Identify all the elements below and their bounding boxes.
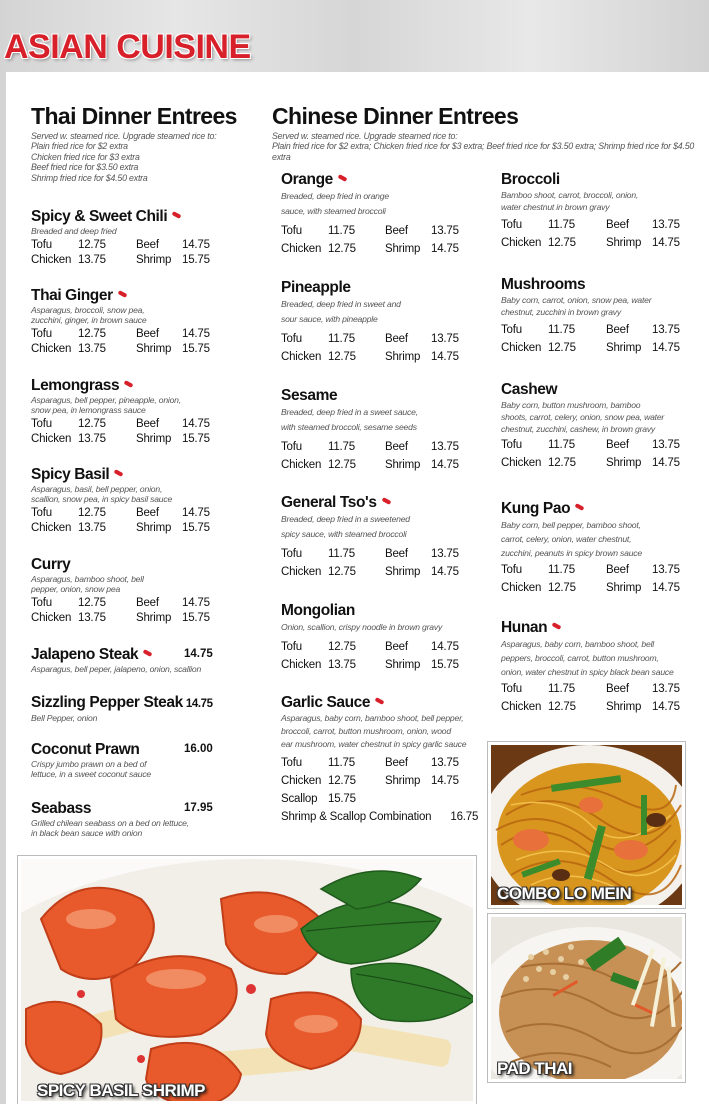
item-name: Lemongrass xyxy=(31,377,120,394)
item-price: 14.75 xyxy=(185,698,213,710)
thai-item xyxy=(31,800,211,838)
thai-item xyxy=(31,377,212,445)
item-description: Breaded, deep fried in a sweet sauce, with steamed broccoli, sesame seeds xyxy=(281,407,418,432)
price-grid: Tofu 12.75 Beef 14.75 Chicken 13.75 Shrimp 15.75 xyxy=(31,328,210,356)
item-name: Thai Ginger xyxy=(31,287,113,304)
item-name: Jalapeno Steak xyxy=(31,646,139,663)
photo-caption: SPICY BASIL SHRIMP xyxy=(37,1081,205,1100)
chinese-item xyxy=(281,171,461,255)
chili-icon xyxy=(124,380,134,388)
item-description: Asparagus, baby corn, bamboo shoot, bell pepper, broccoli, carrot, button mushroom, onion, wood ear mushroom, water chestnut in spicy garlic sauce xyxy=(281,713,467,749)
thai-item xyxy=(31,287,212,355)
chinese-item xyxy=(281,494,461,578)
item-price: 17.95 xyxy=(184,802,213,814)
price-grid: Tofu 12.75 Beef 14.75 Chicken 13.75 Shrimp 15.75 xyxy=(31,418,210,446)
chinese-item xyxy=(281,279,461,363)
price-grid: Tofu 12.75 Beef 14.75 Chicken 13.75 Shrimp 15.75 xyxy=(31,239,210,267)
chinese-item xyxy=(281,387,461,471)
chinese-item xyxy=(501,619,682,713)
item-description: Breaded, deep fried in sweet and sour sauce, with pineapple xyxy=(281,299,401,324)
chinese-section-title: Chinese Dinner Entrees xyxy=(272,103,519,129)
combo-row: Shrimp & Scallop Combination 16.75 xyxy=(281,811,479,823)
item-name: Sesame xyxy=(281,387,338,404)
price-grid: Tofu 11.75 Beef 13.75 Chicken 12.75 Shrimp 14.75 xyxy=(281,441,459,471)
thai-item xyxy=(31,646,211,674)
header-bar xyxy=(0,0,709,72)
spicy-basil-shrimp-photo xyxy=(18,856,476,1104)
item-description: Asparagus, basil, bell pepper, onion, scallion, snow pea, in spicy basil sauce xyxy=(31,484,173,505)
chili-icon xyxy=(172,211,182,219)
item-name: Spicy Basil xyxy=(31,466,110,483)
chili-icon xyxy=(114,469,124,477)
thai-item xyxy=(31,208,212,266)
thai-rice-note: Served w. steamed rice. Upgrade steamed rice to: Plain fried rice for $2 extra Chicken fried rice for $3 extra Beef fried rice for $3.50 extra Shrimp fried rice for $4.50 extra xyxy=(31,131,217,183)
pad-thai-image xyxy=(491,917,685,1082)
chili-icon xyxy=(117,290,127,298)
price-grid: Tofu 11.75 Beef 13.75 Chicken 12.75 Shrimp 14.75 xyxy=(501,324,680,354)
item-name: Sizzling Pepper Steak xyxy=(31,694,183,711)
price-grid: Tofu 12.75 Beef 14.75 Chicken 13.75 Shrimp 15.75 xyxy=(31,507,210,535)
item-description: Asparagus, baby corn, bamboo shoot, bell peppers, broccoli, carrot, button mushroom, onion, water chestnut in spicy black bean sauce xyxy=(501,639,674,677)
item-name: General Tso's xyxy=(281,494,377,511)
photo-caption: COMBO LO MEIN xyxy=(497,884,632,903)
chinese-item xyxy=(501,500,682,594)
price-grid: Tofu 11.75 Beef 13.75 Chicken 12.75 Shrimp 14.75 xyxy=(501,439,680,469)
item-description: Bamboo shoot, carrot, broccoli, onion, water chestnut in brown gravy xyxy=(501,190,639,212)
photo-caption: PAD THAI xyxy=(497,1059,573,1078)
item-name: Cashew xyxy=(501,381,558,398)
chili-icon xyxy=(375,697,385,705)
item-price: 14.75 xyxy=(184,648,213,660)
chili-icon xyxy=(575,503,585,511)
item-description: Onion, scallion, crispy noodle in brown gravy xyxy=(281,622,443,632)
thai-item xyxy=(31,466,212,534)
item-description: Breaded, deep fried in a sweetened spicy sauce, with steamed broccoli xyxy=(281,514,410,539)
item-description: Breaded and deep fried xyxy=(31,226,117,236)
item-description: Breaded, deep fried in orange sauce, with steamed broccoli xyxy=(281,191,389,216)
chinese-item xyxy=(281,694,478,823)
item-name: Broccoli xyxy=(501,171,560,188)
chili-icon xyxy=(337,174,347,182)
chili-icon xyxy=(143,649,153,657)
thai-item xyxy=(31,694,211,723)
price-grid: Tofu 11.75 Beef 13.75 Chicken 12.75 Shrimp 14.75 xyxy=(501,219,680,249)
item-description: Crispy jumbo prawn on a bed of lettuce, in a sweet coconut sauce xyxy=(31,759,151,780)
thai-item xyxy=(31,741,211,779)
item-description: Grilled chilean seabass on a bed on lettuce, in black bean sauce with onion xyxy=(31,818,189,839)
price-grid: Tofu 11.75 Beef 13.75 Chicken 12.75 Shrimp 14.75 xyxy=(501,564,680,594)
item-description: Bell Pepper, onion xyxy=(31,713,98,723)
price-grid: Tofu 11.75 Beef 13.75 Chicken 12.75 Shrimp 14.75 Scallop 15.75 xyxy=(281,757,459,805)
thai-section-title: Thai Dinner Entrees xyxy=(31,103,237,129)
item-description: Baby corn, bell pepper, bamboo shoot, carrot, celery, onion, water chestnut, zucchini, peanuts in spicy brown sauce xyxy=(501,520,642,558)
thai-item xyxy=(31,556,212,624)
item-name: Hunan xyxy=(501,619,548,636)
brand-title: ASIAN CUISINE xyxy=(4,28,251,66)
chinese-item xyxy=(501,276,682,354)
item-description: Asparagus, bamboo shoot, bell pepper, onion, snow pea xyxy=(31,574,144,595)
item-name: Coconut Prawn xyxy=(31,741,140,758)
shrimp-dish-image xyxy=(21,859,476,1104)
item-description: Baby corn, carrot, onion, snow pea, water chestnut, zucchini in brown gravy xyxy=(501,295,652,317)
chili-icon xyxy=(552,622,562,630)
item-name: Seabass xyxy=(31,800,92,817)
item-price: 16.00 xyxy=(184,743,213,755)
item-description: Asparagus, broccoli, snow pea, zucchini, ginger, in brown sauce xyxy=(31,305,147,326)
item-name: Orange xyxy=(281,171,333,188)
combo-lo-mein-photo xyxy=(488,742,685,908)
item-name: Garlic Sauce xyxy=(281,694,371,711)
chinese-item xyxy=(501,171,682,249)
item-name: Pineapple xyxy=(281,279,351,296)
item-description: Asparagus, bell pepper, pineapple, onion, snow pea, in lemongrass sauce xyxy=(31,395,181,416)
item-description: Baby corn, button mushroom, bamboo shoots, carrot, celery, onion, snow pea, water chestnut, zucchini, cashew, in brown gravy xyxy=(501,400,665,434)
price-grid: Tofu 12.75 Beef 14.75 Chicken 13.75 Shrimp 15.75 xyxy=(31,597,210,625)
chinese-item xyxy=(501,381,682,469)
price-grid: Tofu 11.75 Beef 13.75 Chicken 12.75 Shrimp 14.75 xyxy=(281,333,459,363)
item-name: Mushrooms xyxy=(501,276,586,293)
item-description: Asparagus, bell peper, jalapeno, onion, scallion xyxy=(31,664,202,674)
pad-thai-photo xyxy=(488,914,685,1082)
price-grid: Tofu 11.75 Beef 13.75 Chicken 12.75 Shrimp 14.75 xyxy=(501,683,680,713)
chinese-rice-note: Served w. steamed rice. Upgrade steamed rice to: Plain fried rice for $2 extra; Chicken fried rice for $3 extra; Beef fried rice for $3.50 extra; Shrimp fried rice for $4.50 extra xyxy=(272,131,695,162)
item-name: Spicy & Sweet Chili xyxy=(31,208,168,225)
item-name: Mongolian xyxy=(281,602,355,619)
chinese-item xyxy=(281,602,461,671)
price-grid: Tofu 12.75 Beef 14.75 Chicken 13.75 Shrimp 15.75 xyxy=(281,641,459,671)
price-grid: Tofu 11.75 Beef 13.75 Chicken 12.75 Shrimp 14.75 xyxy=(281,225,459,255)
item-name: Kung Pao xyxy=(501,500,571,517)
item-name: Curry xyxy=(31,556,71,573)
price-grid: Tofu 11.75 Beef 13.75 Chicken 12.75 Shrimp 14.75 xyxy=(281,548,459,578)
chili-icon xyxy=(381,497,391,505)
